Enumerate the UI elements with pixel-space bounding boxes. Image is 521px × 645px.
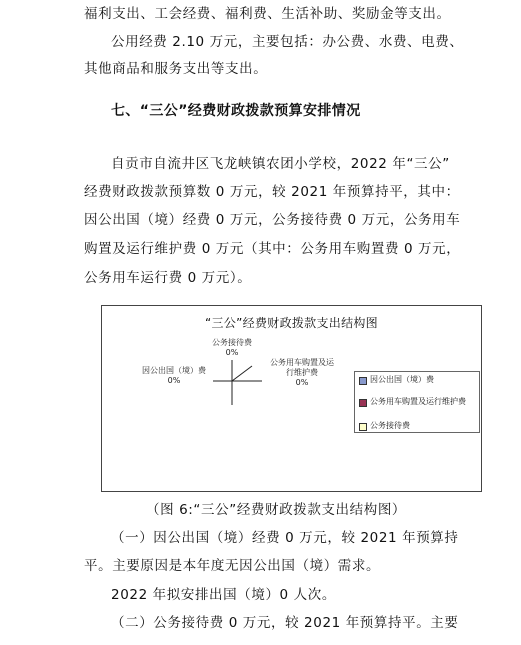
- legend-item: [359, 421, 410, 431]
- body-line: 购置及运行维护费 0 万元（其中：公务用车购置费 0 万元，: [84, 241, 461, 257]
- chart-legend: [354, 371, 480, 433]
- legend-label: 公务用车购置及运行维护费: [370, 397, 466, 406]
- body-line: 自贡市自流井区飞龙峡镇农团小学校，2022 年“三公”: [111, 156, 450, 172]
- body-line: （二）公务接待费 0 万元，较 2021 年预算持平。主要: [111, 615, 459, 631]
- body-line: （一）因公出国（境）经费 0 万元，较 2021 年预算持: [111, 530, 459, 546]
- body-line: 福利支出、工会经费、福利费、生活补助、奖励金等支出。: [84, 6, 451, 22]
- legend-item: [359, 397, 475, 407]
- body-line: 经费财政拨款预算数 0 万元，较 2021 年预算持平，其中：: [84, 184, 460, 200]
- figure-caption: （图 6:“三公”经费财政拨款支出结构图）: [146, 502, 407, 518]
- legend-label: 因公出国（境）费: [370, 375, 434, 384]
- data-label-vehicle: 公务用车购置及运 行维护费 0%: [270, 358, 334, 387]
- body-line: 因公出国（境）经费 0 万元，公务接待费 0 万元，公务用车: [84, 212, 461, 228]
- body-line: 2022 年拟安排出国（境）0 人次。: [111, 587, 336, 603]
- data-label-reception: 公务接待费 0%: [212, 338, 252, 357]
- legend-swatch: [359, 423, 367, 431]
- body-line: 公用经费 2.10 万元，主要包括：办公费、水费、电费、: [111, 34, 464, 50]
- legend-label: 公务接待费: [370, 421, 410, 430]
- legend-swatch: [359, 377, 367, 385]
- data-label-abroad: 因公出国（境）费 0%: [142, 366, 206, 385]
- body-line: 公务用车运行费 0 万元）。: [84, 270, 252, 286]
- legend-item: [359, 375, 434, 385]
- legend-swatch: [359, 399, 367, 407]
- chart-title: “三公”经费财政拨款支出结构图: [205, 316, 378, 330]
- body-line: 其他商品和服务支出等支出。: [84, 61, 268, 77]
- section-heading: 七、“三公”经费财政拨款预算安排情况: [111, 103, 361, 119]
- body-line: 平。主要原因是本年度无因公出国（境）需求。: [84, 558, 381, 574]
